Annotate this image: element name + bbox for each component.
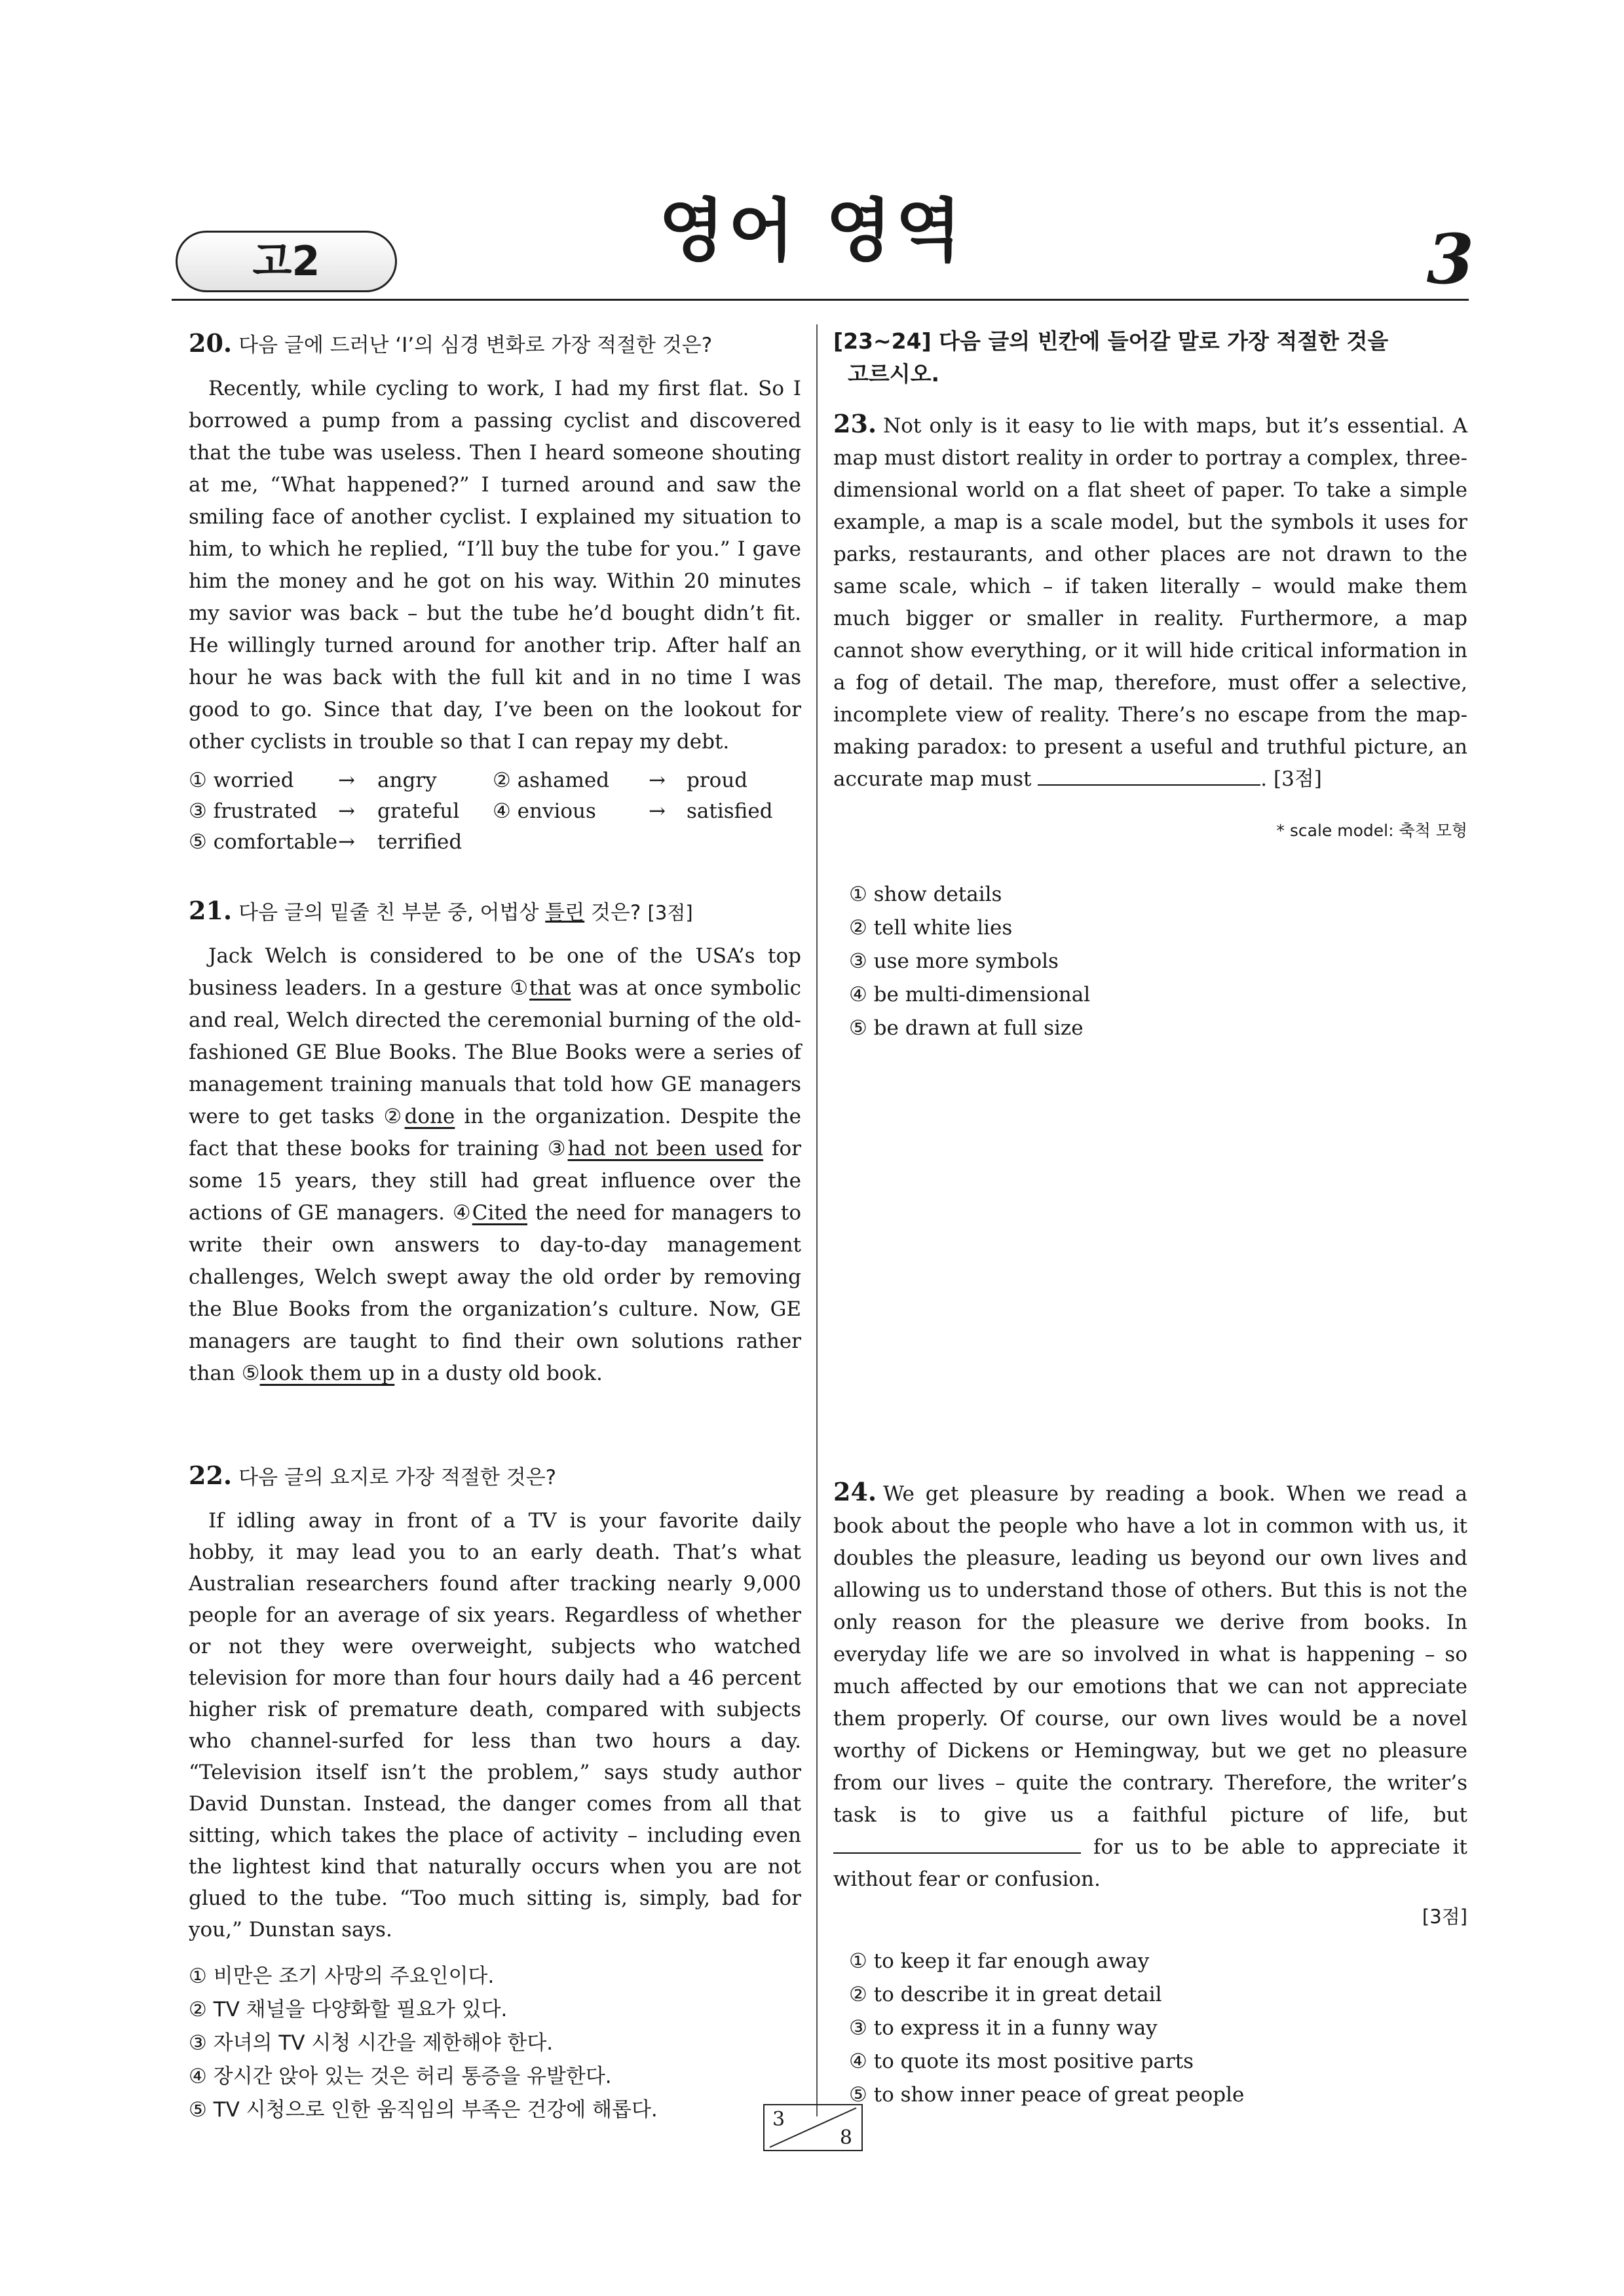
question-22-choices: [189, 1960, 801, 2127]
page-title: 영어 영역: [658, 191, 966, 271]
arrow-icon: →: [338, 830, 355, 854]
underlined-1: that: [529, 976, 571, 1000]
choice-1-to[interactable]: angry: [377, 769, 437, 792]
question-21: [189, 895, 801, 1390]
choice-1[interactable]: ① show details: [849, 883, 1002, 906]
choice-3[interactable]: ③ frustrated: [189, 799, 318, 823]
question-24-choices: [849, 1945, 1467, 2112]
choice-3-to[interactable]: grateful: [377, 799, 460, 823]
question-number: 24.: [833, 1477, 877, 1506]
header-rule: [172, 299, 1469, 301]
choice-3[interactable]: ③ 자녀의 TV 시청 시간을 제한해야 한다.: [189, 2031, 554, 2055]
points-label: [3점]: [647, 902, 693, 924]
question-23-choices: [849, 878, 1090, 1045]
question-number: 23.: [833, 409, 877, 438]
choice-5[interactable]: ⑤ to show inner peace of great people: [849, 2083, 1245, 2107]
question-23: [833, 408, 1467, 795]
choice-2-to[interactable]: proud: [687, 769, 748, 792]
arrow-icon: →: [338, 769, 355, 792]
question-number: 20.: [189, 328, 233, 358]
choice-4[interactable]: ④ to quote its most positive parts: [849, 2050, 1194, 2073]
choice-5[interactable]: ⑤ be drawn at full size: [849, 1016, 1084, 1040]
underlined-5: look them up: [259, 1362, 395, 1385]
question-21-passage: Jack Welch is considered to be one of the USA’s top business leaders. In a gesture ①that was at once symbolic and real, Welch directed the ceremonial burning of the old-fashioned GE Blue Books. The Blue Books were a series of management training manuals that told how GE managers were to get tasks ②done in the organization. Despite the fact that these books for training ③had not been used for some 15 years, they still had great influence over the actions of GE managers. ④Cited the need for managers to write their own answers to day-to-day management challenges, Welch swept away the old order by removing the Blue Books from the organization’s culture. Now, GE managers are taught to find their own solutions rather than ⑤look them up in a dusty old book.: [189, 944, 802, 1385]
underlined-3: had not been used: [567, 1137, 764, 1160]
marker-5: ⑤: [241, 1362, 260, 1385]
choice-4[interactable]: ④ envious: [493, 799, 596, 823]
column-divider: [816, 324, 818, 2116]
choice-4[interactable]: ④ be multi-dimensional: [849, 983, 1091, 1006]
choice-1[interactable]: ① 비만은 조기 사망의 주요인이다.: [189, 1964, 495, 1988]
question-20-header: [189, 328, 801, 361]
grade-badge: 고2: [176, 231, 397, 292]
question-instruction: 다음 글에 드러난 ‘I’의 심경 변화로 가장 적절한 것은?: [238, 334, 713, 357]
choice-5[interactable]: ⑤ comfortable: [189, 830, 338, 854]
arrow-icon: →: [338, 799, 355, 823]
choice-2[interactable]: ② tell white lies: [849, 916, 1013, 940]
total-pages: 8: [839, 2126, 852, 2149]
page-number: 3: [1426, 219, 1474, 299]
choice-1[interactable]: ① worried: [189, 769, 294, 792]
question-instruction: 다음 글의 요지로 가장 적절한 것은?: [238, 1466, 557, 1489]
choice-2[interactable]: ② to describe it in great detail: [849, 1983, 1162, 2006]
group-instruction-line2: 고르시오.: [848, 361, 940, 387]
choice-1[interactable]: ① to keep it far enough away: [849, 1949, 1150, 1973]
question-23-passage: 23. Not only is it easy to lie with maps, but it’s essential. A map must distort reality in order to portray a complex, three-dimensional world on a flat sheet of paper. To take a simple example, a map is a scale model, but the symbols it uses for parks, restaurants, and other places are not drawn to the same scale, which – if taken literally – would make them much bigger or smaller in reality. Furthermore, a map cannot show everything, or it will hide critical information in a fog of detail. The map, therefore, must offer a selective, incomplete view of reality. There’s no escape from the map-making paradox: to present a useful and truthful picture, an accurate map must . [3점]: [833, 409, 1467, 791]
marker-4: ④: [452, 1201, 472, 1225]
choice-3[interactable]: ③ use more symbols: [849, 949, 1059, 973]
question-24: [833, 1476, 1467, 2112]
question-number: 21.: [189, 896, 233, 925]
underlined-2: done: [404, 1105, 455, 1128]
arrow-icon: →: [649, 769, 666, 792]
question-21-header: [189, 895, 801, 928]
question-24-passage: 24. We get pleasure by reading a book. When we read a book about the people who have a lot in common with us, it doubles the pleasure, leading us beyond our own lives and allowing us to understand those of others. But this is not the only reason for the pleasure we derive from books. In everyday life we are so involved in what is happening – so much affected by our emotions that we can not appreciate them properly. Of course, our own lives would be a novel worthy of Dickens or Hemingway, but we get no pleasure from our lives – quite the contrary. Therefore, the writer’s task is to give us a faithful picture of life, but for us to be able to appreciate it without fear or confusion.: [833, 1477, 1467, 1891]
question-22: [189, 1460, 801, 2127]
question-22-header: [189, 1460, 801, 1493]
marker-3: ③: [547, 1137, 568, 1160]
footnote: * scale model: 축척 모형: [1276, 821, 1467, 840]
page-indicator: [763, 2104, 863, 2151]
question-20: [189, 328, 801, 758]
question-number: 22.: [189, 1461, 233, 1490]
question-instruction: 다음 글의 밑줄 친 부분 중, 어법상 틀린 것은?: [238, 901, 641, 925]
choice-2[interactable]: ② ashamed: [493, 769, 610, 792]
question-group-header: [833, 325, 1467, 391]
answer-blank: [833, 1833, 1081, 1854]
marker-2: ②: [383, 1105, 405, 1128]
group-instruction-line1: [23~24] 다음 글의 빈칸에 들어갈 말로 가장 적절한 것을: [833, 328, 1389, 354]
choice-3[interactable]: ③ to express it in a funny way: [849, 2016, 1158, 2040]
choice-5-to[interactable]: terrified: [377, 830, 463, 854]
choice-2[interactable]: ② TV 채널을 다양화할 필요가 있다.: [189, 1998, 508, 2021]
answer-blank: [1038, 765, 1260, 786]
choice-4-to[interactable]: satisfied: [687, 799, 773, 823]
marker-1: ①: [510, 976, 529, 1000]
underlined-4: Cited: [472, 1201, 528, 1225]
choice-5[interactable]: ⑤ TV 시청으로 인한 움직임의 부족은 건강에 해롭다.: [189, 2098, 658, 2122]
question-22-passage: If idling away in front of a TV is your favorite daily hobby, it may lead you to an early death. That’s what Australian researchers found after tracking nearly 9,000 people for an average of six years. Regardless of whether or not they were overweight, subjects who watched television for more than four hours daily had a 46 percent higher risk of premature death, compared with subjects who channel-surfed for less than two hours a day. “Television itself isn’t the problem,” says study author David Dunstan. Instead, the danger comes from all that sitting, which takes the place of activity – including even the lightest kind that naturally occurs when you are not glued to the tube. “Too much sitting is, simply, bad for you,” Dunstan says.: [189, 1509, 801, 1942]
points-label: [3점]: [1422, 1905, 1467, 1928]
current-page: 3: [772, 2108, 785, 2131]
arrow-icon: →: [649, 799, 666, 823]
choice-4[interactable]: ④ 장시간 앉아 있는 것은 허리 통증을 유발한다.: [189, 2065, 612, 2088]
question-20-passage: Recently, while cycling to work, I had my first flat. So I borrowed a pump from a passing cyclist and discovered that the tube was useless. Then I heard someone shouting at me, “What happened?” I turned around and saw the smiling face of another cyclist. I explained my situation to him, to which he replied, “I’ll buy the tube for you.” I gave him the money and he got on his way. Within 20 minutes my savior was back – but the tube he’d bought didn’t fit. He willingly turned around for another trip. After half an hour he was back with the full kit and in no time I was good to go. Since that day, I’ve been on the lookout for other cyclists in trouble so that I can repay my debt.: [189, 377, 801, 754]
